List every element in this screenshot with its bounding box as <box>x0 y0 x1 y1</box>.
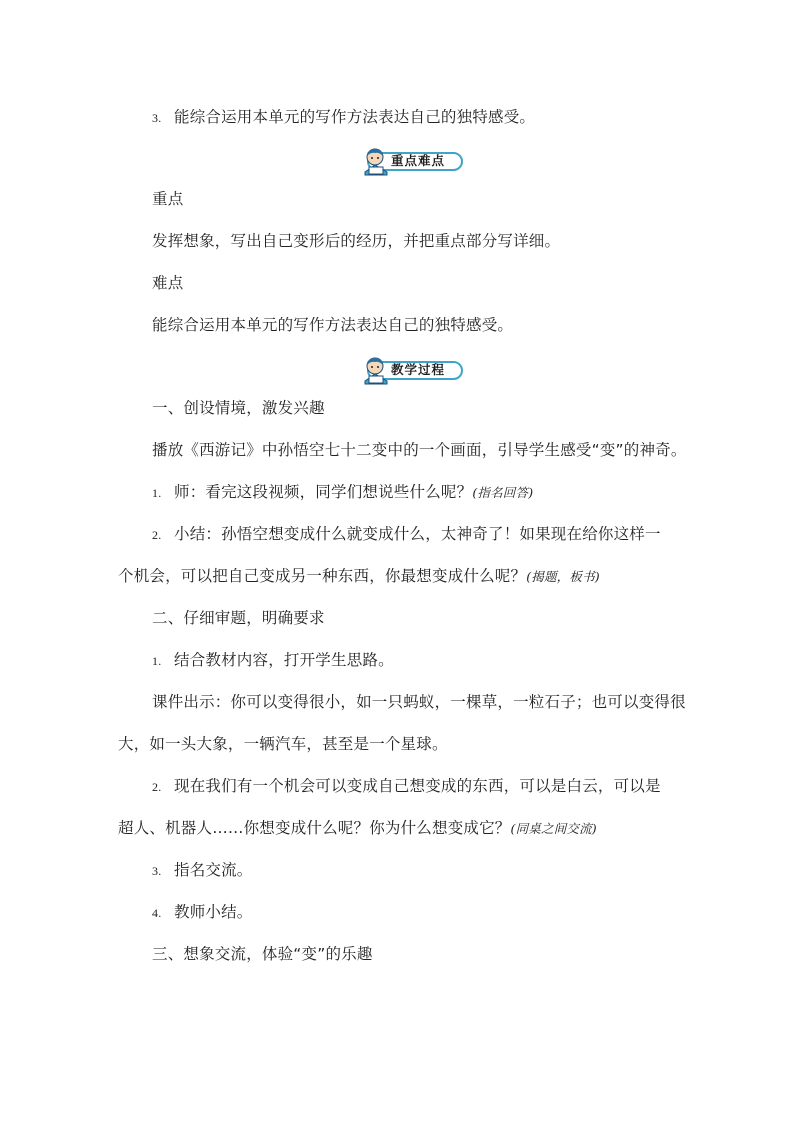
section-2-item-3: 3. 指名交流。 <box>152 861 253 879</box>
section-1-item-2-cont: 个机会，可以把自己变成另一种东西，你最想变成什么呢？(揭题，板书) <box>118 567 600 585</box>
section-1-heading: 一、创设情境，激发兴趣 <box>152 399 325 417</box>
section-3-heading: 三、想象交流，体验“变”的乐趣 <box>152 945 373 963</box>
heading-key: 重点 <box>152 190 184 208</box>
banner-key-difficult: 重点难点 <box>357 146 465 174</box>
section-2-item-2-cont: 超人、机器人……你想变成什么呢？你为什么想变成它？(同桌之间交流) <box>118 819 597 837</box>
banner-teaching-process: 教学过程 <box>357 355 465 383</box>
difficult-text: 能综合运用本单元的写作方法表达自己的独特感受。 <box>152 316 514 334</box>
key-text: 发挥想象，写出自己变形后的经历，并把重点部分写详细。 <box>152 232 561 250</box>
section-2-heading: 二、仔细审题，明确要求 <box>152 609 325 627</box>
objective-3: 3. 能综合运用本单元的写作方法表达自己的独特感受。 <box>152 108 536 126</box>
section-2-courseware-cont: 大，如一头大象，一辆汽车，甚至是一个星球。 <box>118 735 448 753</box>
section-2-item-2: 2. 现在我们有一个机会可以变成自己想变成的东西，可以是白云，可以是 <box>152 777 661 795</box>
section-1-item-2: 2. 小结：孙悟空想变成什么就变成什么，太神奇了！如果现在给你这样一 <box>152 525 661 543</box>
section-1-item-1: 1. 师：看完这段视频，同学们想说些什么呢？(指名回答) <box>152 483 534 501</box>
section-2-item-1: 1. 结合教材内容，打开学生思路。 <box>152 651 394 669</box>
heading-difficult: 难点 <box>152 274 184 292</box>
section-2-item-4: 4. 教师小结。 <box>152 903 253 921</box>
section-1-intro: 播放《西游记》中孙悟空七十二变中的一个画面，引导学生感受“变”的神奇。 <box>152 441 687 459</box>
section-2-courseware: 课件出示：你可以变得很小，如一只蚂蚁，一棵草，一粒石子；也可以变得很 <box>152 693 686 711</box>
